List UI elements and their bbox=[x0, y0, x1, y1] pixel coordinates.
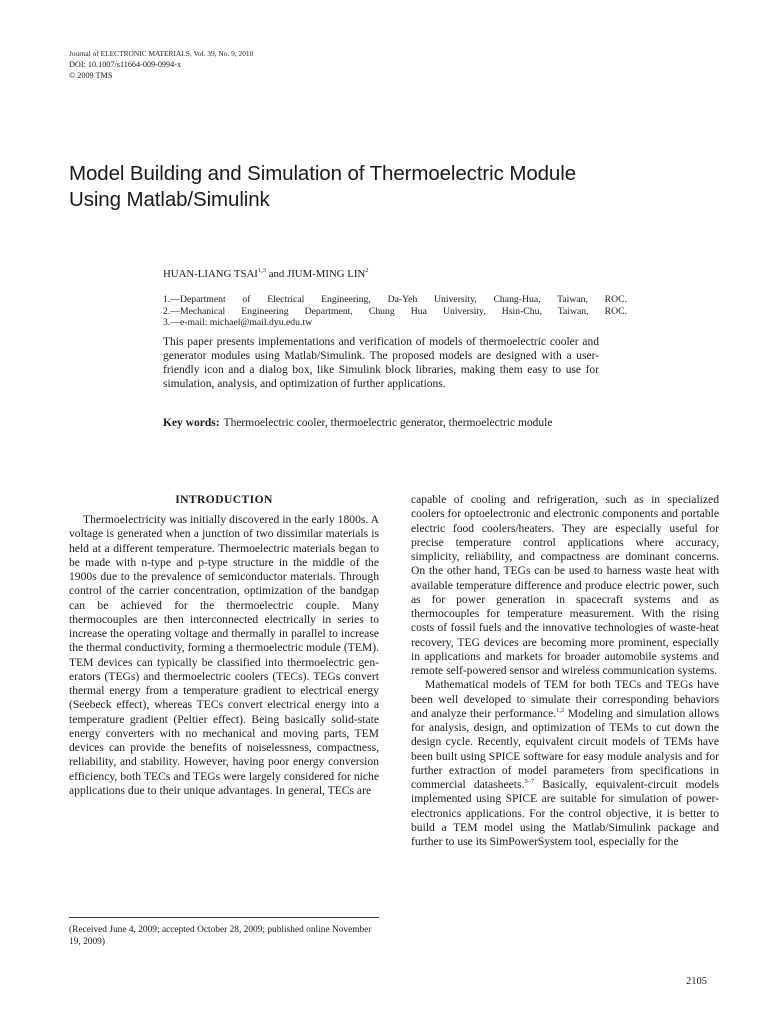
introduction-paragraph-1: Thermoelectricity was initially discovered in the early 1800s. A voltage is generated when a junction of two dissimilar materials is held at a different temperature. Thermoelectric materials began to be made with n-type and p-type structure in the middle of the 1900s due to the prevalence of semiconductor materials. Through control of the carrier concentration, optimization of the bandgap can be achieved for the thermoelectric couple. Many thermocouples are then interconnected electrically in series to increase the operating voltage and thermally in parallel to increase the thermal conductivity, forming a thermoelectric module (TEM). TEM devices can typically be classified into thermoelectric generators (TEGs) and thermoelectric coolers (TECs). TEGs convert thermal energy from a temperature gradient to electrical energy (Seebeck effect), whereas TECs convert electrical energy into a temperature gradient (Peltier effect). Being basically solid-state energy converters with no mechanical and moving parts, TEM devices can provide the benefits of noiselessness, compactness, reliability, and stability. However, having poor energy conversion efficiency, both TECs and TEGs were largely considered for niche applications due to their unique advantages. In general, TECs are bbox=[69, 513, 379, 797]
title-line-2: Using Matlab/Simulink bbox=[69, 188, 270, 211]
paragraph-3-text-a: Mathematical models of TEM for both TECs and TEGs have been well developed to simulate their corresponding behaviors and analyze their performance. bbox=[411, 678, 719, 720]
citation-3-7: 3–7 bbox=[524, 778, 535, 785]
author-2-affiliation-marker: 2 bbox=[365, 267, 369, 274]
affiliation-1: 1.—Department of Electrical Engineering, Da-Yeh University, Chang-Hua, Taiwan, ROC. bbox=[163, 294, 627, 305]
introduction-paragraph-2: capable of cooling and refrigeration, such as in specialized coolers for optoelectronic and electronic components and portable electric food coolers/heaters. They are especially useful for precise temperature control applications where accuracy, simplicity, reliability, and compactness are dominant concerns. On the other hand, TEGs can be used to harness waste heat with available temperature difference and produce electric power, such as for power generation in spacecraft systems and as thermocouples for temperature measurement. With the rising costs of fossil fuels and the innovative technologies of waste-heat recovery, TEG devices are becoming more prominent, especially in applications and markets for broader automobile systems and remote self-powered sensor and wireless communication systems. bbox=[411, 493, 719, 677]
author-list bbox=[163, 268, 369, 281]
right-column bbox=[411, 493, 719, 849]
abstract: This paper presents implementations and verification of models of thermoelectric cooler and generator modules using Matlab/Simulink. The proposed models are designed with a user-friendly icon and a dialog box, like Simulink block libraries, making them easy to use for simulation, analysis, and optimization of further applications. bbox=[163, 335, 599, 391]
author-2-name: JIUM-MING LIN bbox=[287, 268, 366, 280]
title-line-1: Model Building and Simulation of Thermoelectric Module bbox=[69, 162, 576, 185]
keywords bbox=[163, 416, 603, 430]
paragraph-3-text-b: Modeling and simulation allows for analysis, design, and optimization of TEMs to cut down the design cycle. Recently, equivalent circuit models of TEMs have been built using SPICE software for easy module analysis and for further extraction of model parameters from specifications in commercial datasheets. bbox=[411, 706, 720, 791]
left-column bbox=[69, 493, 379, 798]
keywords-text: Thermoelectric cooler, thermoelectric generator, thermoelectric module bbox=[223, 417, 553, 429]
footnote-divider bbox=[69, 917, 379, 918]
affiliation-list bbox=[163, 294, 627, 329]
keywords-label: Key words: bbox=[163, 417, 220, 429]
author-connector: and bbox=[266, 268, 287, 280]
citation-1-2: 1,2 bbox=[556, 706, 565, 714]
journal-header bbox=[69, 48, 253, 81]
affiliation-2: 2.—Mechanical Engineering Department, Chung Hua University, Hsin-Chu, Taiwan, ROC. bbox=[163, 305, 627, 317]
received-footnote: (Received June 4, 2009; accepted October 28, 2009; published online November 19, 2009) bbox=[69, 925, 372, 947]
copyright-line: © 2009 TMS bbox=[69, 71, 113, 80]
doi-line: DOI: 10.1007/s11664-009-0994-x bbox=[69, 60, 182, 69]
introduction-paragraph-3 bbox=[411, 678, 719, 849]
author-1-name: HUAN-LIANG TSAI bbox=[163, 268, 258, 280]
journal-citation: Journal of ELECTRONIC MATERIALS, Vol. 39, No. 9, 2010 bbox=[69, 49, 254, 58]
introduction-heading: INTRODUCTION bbox=[175, 493, 273, 506]
affiliation-email: 3.—e-mail: michael@mail.dyu.edu.tw bbox=[163, 317, 313, 329]
author-1-affiliation-marker: 1,3 bbox=[257, 267, 266, 274]
page-number: 2105 bbox=[686, 976, 707, 987]
paper-title bbox=[69, 161, 689, 213]
paragraph-3-text-c: Basically, equivalent-circuit models implemented using SPICE are suitable for simulation of power-electronics applications. For the control objective, it is better to build a TEM model using the Matlab/Simulink package and further to use its SimPowerSystem tool, especially for the bbox=[411, 778, 719, 848]
